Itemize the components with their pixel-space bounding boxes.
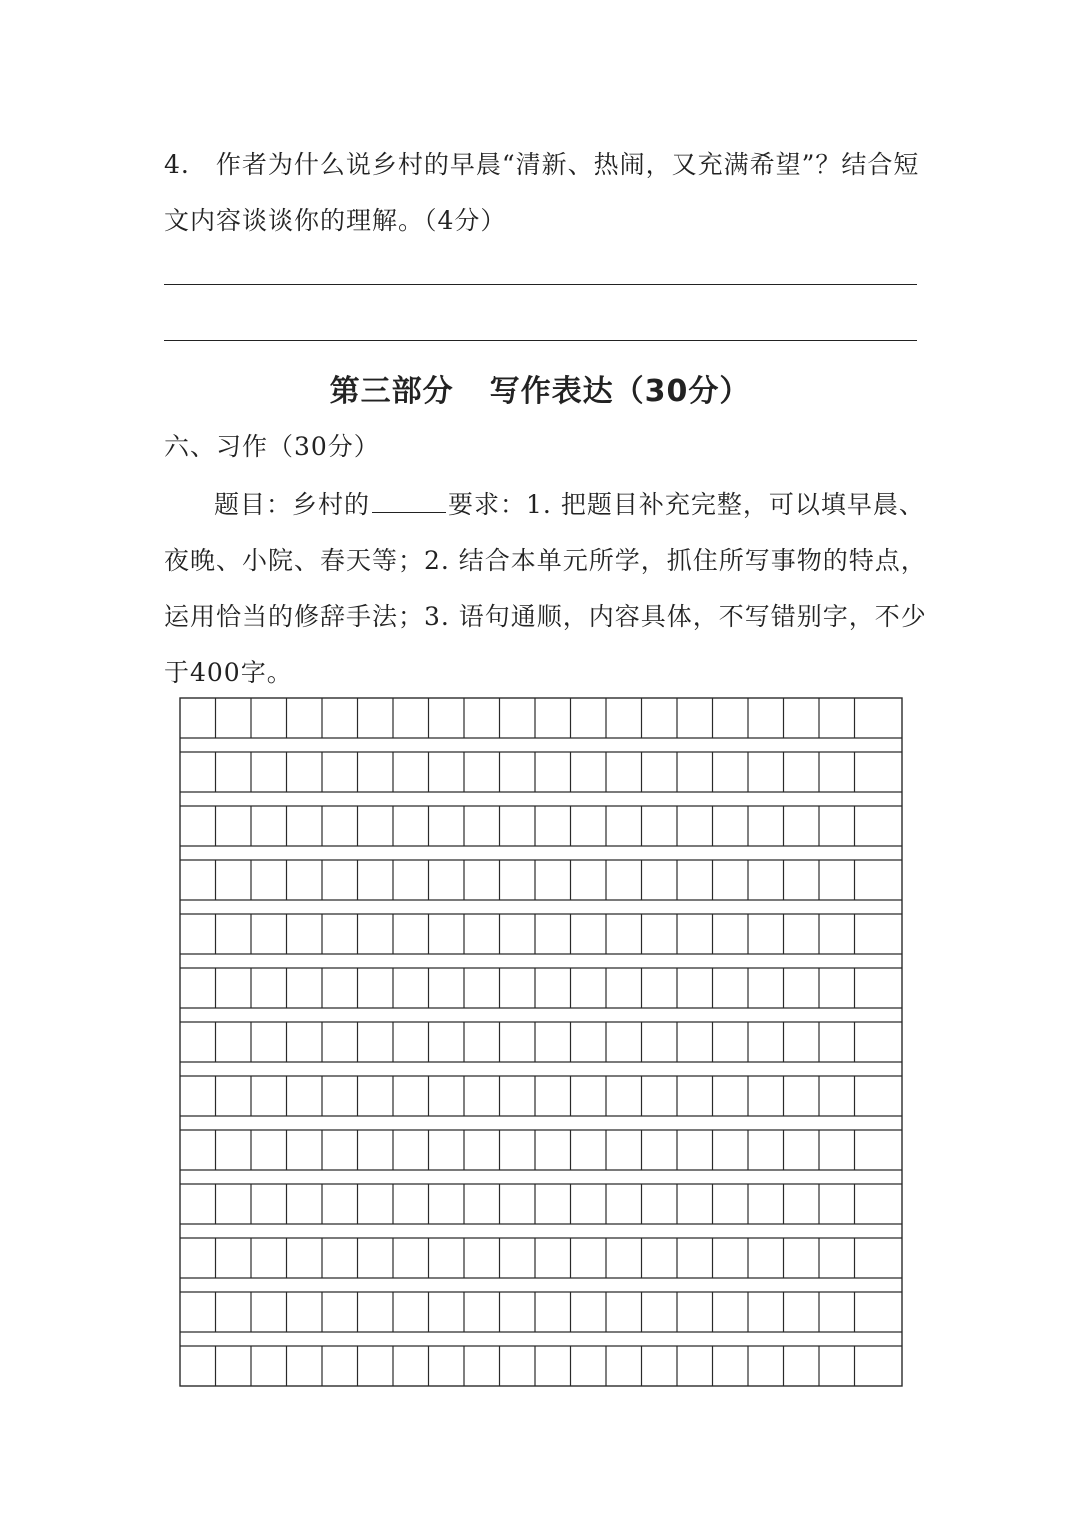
grid-cell[interactable] <box>713 1022 749 1062</box>
grid-cell[interactable] <box>855 914 903 954</box>
grid-cell[interactable] <box>606 1184 642 1224</box>
grid-cell[interactable] <box>251 752 287 792</box>
grid-cell[interactable] <box>535 752 571 792</box>
grid-cell[interactable] <box>429 806 465 846</box>
grid-cell[interactable] <box>180 860 216 900</box>
grid-cell[interactable] <box>393 752 429 792</box>
grid-cell[interactable] <box>322 1076 358 1116</box>
grid-cell[interactable] <box>642 1238 678 1278</box>
grid-cell[interactable] <box>571 698 607 738</box>
composition-requirements-line-4: 于400字。 <box>164 658 293 687</box>
grid-cell[interactable] <box>571 1076 607 1116</box>
grid-cell[interactable] <box>393 1346 429 1386</box>
grid-cell[interactable] <box>642 806 678 846</box>
grid-cell[interactable] <box>287 1022 323 1062</box>
grid-cell[interactable] <box>784 1130 820 1170</box>
grid-cell[interactable] <box>322 806 358 846</box>
question-4-line-1: 4. 作者为什么说乡村的早晨“清新、热闹，又充满希望”？结合短 <box>164 150 920 179</box>
grid-cell[interactable] <box>429 1238 465 1278</box>
grid-cell[interactable] <box>464 1184 500 1224</box>
grid-cell[interactable] <box>784 1292 820 1332</box>
grid-cell[interactable] <box>322 698 358 738</box>
grid-cell[interactable] <box>358 1076 394 1116</box>
grid-cell[interactable] <box>464 806 500 846</box>
grid-cell[interactable] <box>535 1238 571 1278</box>
grid-cell[interactable] <box>855 806 903 846</box>
grid-cell[interactable] <box>855 1130 903 1170</box>
grid-cell[interactable] <box>713 914 749 954</box>
grid-cell[interactable] <box>748 1184 784 1224</box>
grid-cell[interactable] <box>216 860 252 900</box>
grid-cell[interactable] <box>464 1076 500 1116</box>
grid-cell[interactable] <box>180 1238 216 1278</box>
grid-cell[interactable] <box>216 1346 252 1386</box>
grid-cell[interactable] <box>287 1238 323 1278</box>
grid-cell[interactable] <box>784 860 820 900</box>
grid-cell[interactable] <box>287 1076 323 1116</box>
grid-cell[interactable] <box>819 1292 855 1332</box>
grid-cell[interactable] <box>322 1346 358 1386</box>
grid-cell[interactable] <box>429 1076 465 1116</box>
grid-cell[interactable] <box>358 914 394 954</box>
grid-cell[interactable] <box>571 968 607 1008</box>
grid-cell[interactable] <box>251 698 287 738</box>
composition-requirements-line-3: 运用恰当的修辞手法；3. 语句通顺，内容具体，不写错别字，不少 <box>164 602 927 631</box>
grid-cell[interactable] <box>713 1346 749 1386</box>
grid-cell[interactable] <box>784 806 820 846</box>
grid-cell[interactable] <box>464 1346 500 1386</box>
grid-cell[interactable] <box>571 1184 607 1224</box>
grid-cell[interactable] <box>855 752 903 792</box>
grid-cell[interactable] <box>322 1022 358 1062</box>
grid-cell[interactable] <box>571 1238 607 1278</box>
requirements-start: 要求：1. 把题目补充完整，可以填早晨、 <box>448 490 925 519</box>
grid-cell[interactable] <box>216 698 252 738</box>
grid-cell[interactable] <box>358 1292 394 1332</box>
grid-cell[interactable] <box>535 1346 571 1386</box>
grid-cell[interactable] <box>535 968 571 1008</box>
grid-cell[interactable] <box>748 914 784 954</box>
grid-cell[interactable] <box>677 752 713 792</box>
grid-cell[interactable] <box>429 752 465 792</box>
grid-cell[interactable] <box>784 1238 820 1278</box>
grid-cell[interactable] <box>393 914 429 954</box>
grid-cell[interactable] <box>500 860 536 900</box>
grid-cell[interactable] <box>322 968 358 1008</box>
grid-cell[interactable] <box>677 968 713 1008</box>
grid-cell[interactable] <box>713 1130 749 1170</box>
grid-cell[interactable] <box>642 914 678 954</box>
grid-cell[interactable] <box>500 1130 536 1170</box>
grid-cell[interactable] <box>464 1130 500 1170</box>
grid-cell[interactable] <box>180 698 216 738</box>
grid-cell[interactable] <box>606 968 642 1008</box>
grid-cell[interactable] <box>784 1076 820 1116</box>
grid-cell[interactable] <box>677 1022 713 1062</box>
grid-cell[interactable] <box>855 1346 903 1386</box>
grid-cell[interactable] <box>606 860 642 900</box>
grid-cell[interactable] <box>535 1022 571 1062</box>
grid-cell[interactable] <box>216 914 252 954</box>
grid-cell[interactable] <box>855 860 903 900</box>
grid-cell[interactable] <box>216 1130 252 1170</box>
grid-cell[interactable] <box>713 1184 749 1224</box>
composition-heading: 六、习作（30分） <box>164 432 380 461</box>
grid-cell[interactable] <box>713 860 749 900</box>
grid-cell[interactable] <box>358 752 394 792</box>
grid-cell[interactable] <box>642 1130 678 1170</box>
grid-cell[interactable] <box>748 752 784 792</box>
grid-cell[interactable] <box>251 1292 287 1332</box>
grid-cell[interactable] <box>464 968 500 1008</box>
grid-cell[interactable] <box>571 1292 607 1332</box>
grid-cell[interactable] <box>677 1346 713 1386</box>
grid-cell[interactable] <box>819 968 855 1008</box>
section-title-topic: 写作表达（30分） <box>489 374 751 409</box>
grid-cell[interactable] <box>642 1346 678 1386</box>
grid-cell[interactable] <box>819 860 855 900</box>
grid-cell[interactable] <box>180 914 216 954</box>
grid-cell[interactable] <box>571 1022 607 1062</box>
grid-cell[interactable] <box>180 806 216 846</box>
grid-cell[interactable] <box>784 914 820 954</box>
grid-cell[interactable] <box>358 860 394 900</box>
grid-cell[interactable] <box>393 860 429 900</box>
grid-cell[interactable] <box>180 1292 216 1332</box>
section-title <box>0 366 1080 410</box>
grid-cell[interactable] <box>748 1076 784 1116</box>
grid-cell[interactable] <box>571 914 607 954</box>
grid-cell[interactable] <box>216 806 252 846</box>
composition-requirements-line-2: 夜晚、小院、春天等；2. 结合本单元所学，抓住所写事物的特点， <box>164 546 927 575</box>
grid-cell[interactable] <box>393 1130 429 1170</box>
answer-line-2[interactable] <box>164 340 917 341</box>
grid-cell[interactable] <box>748 968 784 1008</box>
grid-cell[interactable] <box>180 1022 216 1062</box>
grid-cell[interactable] <box>677 698 713 738</box>
grid-cell[interactable] <box>642 968 678 1008</box>
grid-cell[interactable] <box>358 1130 394 1170</box>
grid-cell[interactable] <box>713 1292 749 1332</box>
grid-cell[interactable] <box>429 1130 465 1170</box>
grid-cell[interactable] <box>358 968 394 1008</box>
grid-cell[interactable] <box>819 1076 855 1116</box>
grid-cell[interactable] <box>677 1130 713 1170</box>
grid-cell[interactable] <box>713 1076 749 1116</box>
grid-cell[interactable] <box>464 1022 500 1062</box>
grid-cell[interactable] <box>180 1184 216 1224</box>
grid-cell[interactable] <box>677 806 713 846</box>
section-title-part: 第三部分 <box>329 374 454 409</box>
grid-cell[interactable] <box>535 1076 571 1116</box>
grid-cell[interactable] <box>322 1292 358 1332</box>
grid-cell[interactable] <box>180 1346 216 1386</box>
grid-cell[interactable] <box>855 968 903 1008</box>
writing-grid[interactable] <box>179 697 903 1387</box>
grid-cell[interactable] <box>535 698 571 738</box>
grid-cell[interactable] <box>429 968 465 1008</box>
grid-cell[interactable] <box>287 1292 323 1332</box>
grid-cell[interactable] <box>677 1292 713 1332</box>
grid-cell[interactable] <box>713 1238 749 1278</box>
grid-cell[interactable] <box>642 752 678 792</box>
answer-line-1[interactable] <box>164 284 917 285</box>
grid-cell[interactable] <box>464 698 500 738</box>
grid-cell[interactable] <box>784 1184 820 1224</box>
grid-cell[interactable] <box>180 752 216 792</box>
grid-cell[interactable] <box>500 1292 536 1332</box>
grid-cell[interactable] <box>358 1346 394 1386</box>
grid-cell[interactable] <box>393 1292 429 1332</box>
grid-cell[interactable] <box>322 1238 358 1278</box>
grid-cell[interactable] <box>500 1022 536 1062</box>
topic-prefix: 题目：乡村的 <box>214 490 371 519</box>
grid-cell[interactable] <box>535 914 571 954</box>
topic-blank[interactable] <box>372 490 446 513</box>
grid-cell[interactable] <box>571 806 607 846</box>
grid-cell[interactable] <box>216 968 252 1008</box>
grid-cell[interactable] <box>500 1346 536 1386</box>
grid-cell[interactable] <box>677 860 713 900</box>
grid-cell[interactable] <box>784 698 820 738</box>
grid-cell[interactable] <box>677 1238 713 1278</box>
grid-cell[interactable] <box>500 914 536 954</box>
grid-cell[interactable] <box>535 1130 571 1170</box>
grid-cell[interactable] <box>855 1238 903 1278</box>
grid-cell[interactable] <box>819 1184 855 1224</box>
grid-cell[interactable] <box>393 806 429 846</box>
grid-cell[interactable] <box>429 1292 465 1332</box>
grid-cell[interactable] <box>677 914 713 954</box>
grid-cell[interactable] <box>606 698 642 738</box>
grid-cell[interactable] <box>819 914 855 954</box>
grid-cell[interactable] <box>606 1022 642 1062</box>
grid-cell[interactable] <box>855 1292 903 1332</box>
grid-cell[interactable] <box>784 752 820 792</box>
grid-cell[interactable] <box>748 1130 784 1170</box>
grid-cell[interactable] <box>713 698 749 738</box>
grid-cell[interactable] <box>287 1346 323 1386</box>
grid-cell[interactable] <box>429 1022 465 1062</box>
grid-cell[interactable] <box>642 1184 678 1224</box>
grid-cell[interactable] <box>216 1292 252 1332</box>
grid-cell[interactable] <box>216 752 252 792</box>
grid-cell[interactable] <box>322 1184 358 1224</box>
grid-cell[interactable] <box>819 1022 855 1062</box>
grid-cell[interactable] <box>464 914 500 954</box>
grid-cell[interactable] <box>464 752 500 792</box>
grid-cell[interactable] <box>393 1022 429 1062</box>
grid-cell[interactable] <box>819 752 855 792</box>
grid-cell[interactable] <box>819 1238 855 1278</box>
grid-cell[interactable] <box>358 1184 394 1224</box>
grid-cell[interactable] <box>535 806 571 846</box>
grid-cell[interactable] <box>642 1076 678 1116</box>
grid-cell[interactable] <box>606 1076 642 1116</box>
grid-cell[interactable] <box>251 914 287 954</box>
grid-cell[interactable] <box>571 1346 607 1386</box>
grid-cell[interactable] <box>251 860 287 900</box>
grid-cell[interactable] <box>358 698 394 738</box>
grid-cell[interactable] <box>322 914 358 954</box>
grid-cell[interactable] <box>642 698 678 738</box>
grid-cell[interactable] <box>535 860 571 900</box>
grid-cell[interactable] <box>251 1238 287 1278</box>
grid-cell[interactable] <box>748 860 784 900</box>
grid-cell[interactable] <box>358 806 394 846</box>
grid-cell[interactable] <box>713 752 749 792</box>
grid-cell[interactable] <box>606 806 642 846</box>
grid-cell[interactable] <box>819 806 855 846</box>
grid-cell[interactable] <box>429 914 465 954</box>
grid-cell[interactable] <box>855 698 903 738</box>
grid-cell[interactable] <box>393 1076 429 1116</box>
grid-cell[interactable] <box>535 1292 571 1332</box>
grid-cell[interactable] <box>251 1184 287 1224</box>
grid-cell[interactable] <box>855 1022 903 1062</box>
grid-cell[interactable] <box>855 1076 903 1116</box>
grid-cell[interactable] <box>500 806 536 846</box>
question-4-line-2: 文内容谈谈你的理解。（4分） <box>164 206 507 235</box>
grid-cell[interactable] <box>819 1346 855 1386</box>
grid-cell[interactable] <box>784 1346 820 1386</box>
grid-cell[interactable] <box>677 1184 713 1224</box>
grid-cell[interactable] <box>571 752 607 792</box>
grid-cell[interactable] <box>287 698 323 738</box>
grid-cell[interactable] <box>180 1130 216 1170</box>
grid-cell[interactable] <box>287 860 323 900</box>
grid-cell[interactable] <box>429 1346 465 1386</box>
grid-cell[interactable] <box>855 1184 903 1224</box>
grid-cell[interactable] <box>251 806 287 846</box>
grid-cell[interactable] <box>784 968 820 1008</box>
grid-cell[interactable] <box>464 1292 500 1332</box>
grid-cell[interactable] <box>216 1184 252 1224</box>
grid-cell[interactable] <box>500 968 536 1008</box>
composition-requirements-line-1 <box>214 485 925 521</box>
grid-cell[interactable] <box>748 1238 784 1278</box>
grid-cell[interactable] <box>180 1076 216 1116</box>
grid-cell[interactable] <box>393 968 429 1008</box>
grid-cell[interactable] <box>287 752 323 792</box>
grid-cell[interactable] <box>500 1238 536 1278</box>
grid-cell[interactable] <box>216 1022 252 1062</box>
grid-cell[interactable] <box>322 1130 358 1170</box>
grid-cell[interactable] <box>571 860 607 900</box>
grid-cell[interactable] <box>429 1184 465 1224</box>
grid-cell[interactable] <box>642 860 678 900</box>
grid-cell[interactable] <box>606 1238 642 1278</box>
grid-cell[interactable] <box>819 1130 855 1170</box>
grid-cell[interactable] <box>287 1130 323 1170</box>
grid-cell[interactable] <box>748 1022 784 1062</box>
grid-cell[interactable] <box>500 752 536 792</box>
grid-cell[interactable] <box>393 1184 429 1224</box>
grid-cell[interactable] <box>535 1184 571 1224</box>
grid-cell[interactable] <box>429 860 465 900</box>
grid-cell[interactable] <box>393 1238 429 1278</box>
grid-cell[interactable] <box>180 968 216 1008</box>
grid-cell[interactable] <box>287 806 323 846</box>
grid-cell[interactable] <box>464 860 500 900</box>
grid-cell[interactable] <box>642 1022 678 1062</box>
grid-cell[interactable] <box>393 698 429 738</box>
grid-cell[interactable] <box>748 806 784 846</box>
grid-cell[interactable] <box>748 1346 784 1386</box>
grid-cell[interactable] <box>287 914 323 954</box>
grid-cell[interactable] <box>677 1076 713 1116</box>
grid-cell[interactable] <box>251 1076 287 1116</box>
grid-cell[interactable] <box>322 752 358 792</box>
grid-cell[interactable] <box>216 1076 252 1116</box>
grid-cell[interactable] <box>358 1022 394 1062</box>
grid-cell[interactable] <box>642 1292 678 1332</box>
grid-cell[interactable] <box>784 1022 820 1062</box>
grid-cell[interactable] <box>713 968 749 1008</box>
grid-cell[interactable] <box>748 698 784 738</box>
grid-cell[interactable] <box>606 1292 642 1332</box>
grid-cell[interactable] <box>606 1130 642 1170</box>
grid-cell[interactable] <box>251 968 287 1008</box>
grid-cell[interactable] <box>358 1238 394 1278</box>
grid-cell[interactable] <box>322 860 358 900</box>
grid-cell[interactable] <box>251 1130 287 1170</box>
grid-cell[interactable] <box>500 1076 536 1116</box>
grid-cell[interactable] <box>464 1238 500 1278</box>
grid-cell[interactable] <box>606 1346 642 1386</box>
grid-cell[interactable] <box>500 1184 536 1224</box>
grid-cell[interactable] <box>429 698 465 738</box>
grid-cell[interactable] <box>819 698 855 738</box>
grid-cell[interactable] <box>606 914 642 954</box>
grid-cell[interactable] <box>606 752 642 792</box>
grid-cell[interactable] <box>251 1022 287 1062</box>
grid-cell[interactable] <box>216 1238 252 1278</box>
grid-cell[interactable] <box>287 968 323 1008</box>
grid-cell[interactable] <box>287 1184 323 1224</box>
grid-cell[interactable] <box>748 1292 784 1332</box>
grid-cell[interactable] <box>713 806 749 846</box>
grid-cell[interactable] <box>251 1346 287 1386</box>
grid-cell[interactable] <box>500 698 536 738</box>
grid-cell[interactable] <box>571 1130 607 1170</box>
